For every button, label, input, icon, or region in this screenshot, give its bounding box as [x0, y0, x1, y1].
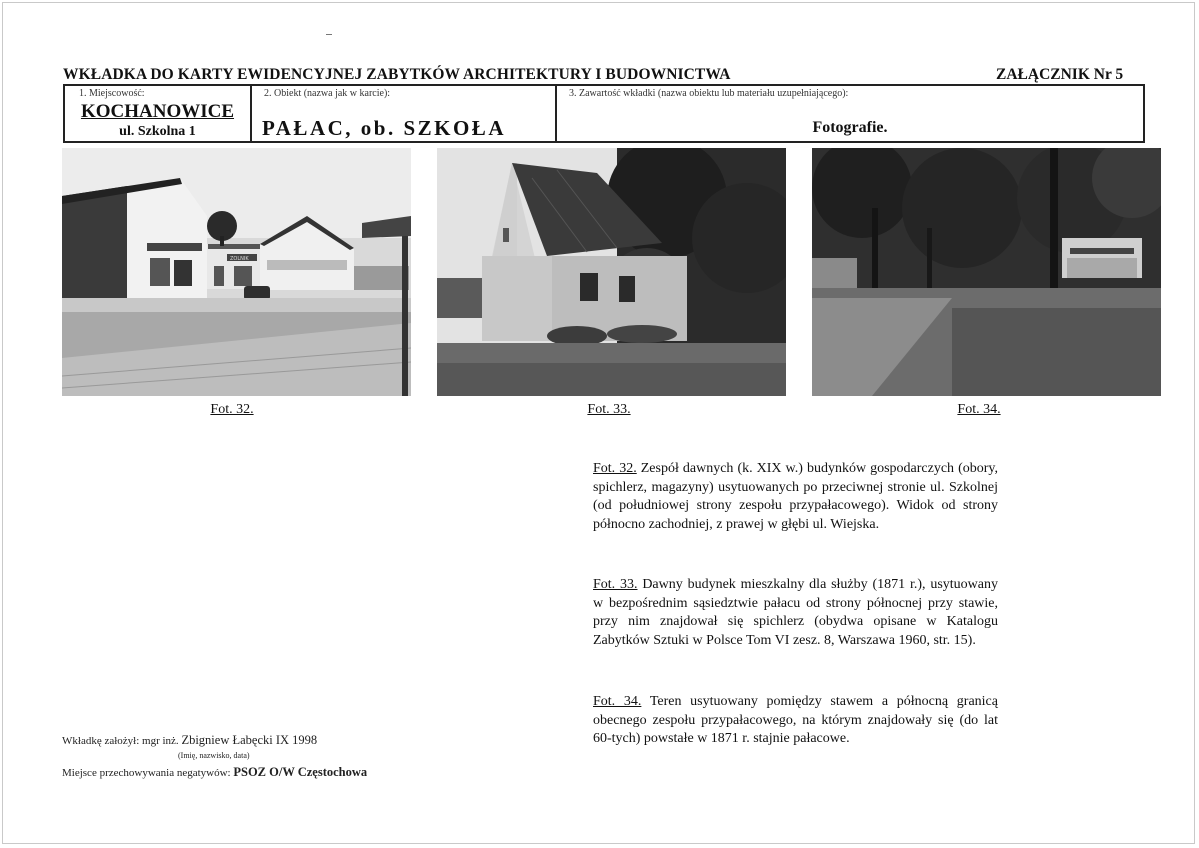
- locality-label: 1. Miejscowość:: [79, 88, 145, 99]
- locality-value: KOCHANOWICE: [80, 101, 235, 122]
- photo-34-image: [812, 148, 1161, 396]
- author-note: (Imię, nazwisko, data): [178, 751, 250, 760]
- photo-32-caption: Fot. 32.: [210, 402, 254, 417]
- description-34-ref: Fot. 34.: [593, 694, 642, 709]
- photo-33-image: [437, 148, 786, 396]
- document-title: WKŁADKA DO KARTY EWIDENCYJNEJ ZABYTKÓW ARCHITEKTURY I BUDOWNICTWA: [63, 66, 731, 83]
- object-value: PAŁAC, ob. SZKOŁA: [262, 116, 506, 140]
- description-33-text: Dawny budynek mieszkalny dla służby (1871 r.), usytuowany w bezpośrednim sąsiedztwie pałacu od strony północnej przy stawie, przy nim znajdował się spichlerz (obydwa opisane w Katalogu Zabytków Sztuki w Polsce Tom VI zesz. 8, Warszawa 1960, str. 15).: [593, 577, 998, 648]
- author-label: Wkładkę założył: mgr inż.: [62, 735, 179, 747]
- object-label: 2. Obiekt (nazwa jak w karcie):: [264, 88, 391, 99]
- description-34: [593, 693, 998, 749]
- photo-34-caption: Fot. 34.: [957, 402, 1001, 417]
- photo-32-image: [62, 148, 411, 396]
- description-33-ref: Fot. 33.: [593, 577, 638, 592]
- footer-storage: [62, 765, 367, 780]
- footer-author: [62, 733, 317, 748]
- content-label: 3. Zawartość wkładki (nazwa obiektu lub materiału uzupełniającego):: [569, 88, 849, 99]
- description-34-text: Teren usytuowany pomiędzy stawem a północną granicą obecnego zespołu przypałacowego, na którym znajdowały się (do lat 60-tych) powstałe w 1871 r. stajnie pałacowe.: [593, 694, 998, 747]
- content-cell: [557, 86, 1143, 141]
- storage-label: Miejsce przechowywania negatywów:: [62, 767, 231, 779]
- street-value: ul. Szkolna 1: [119, 124, 196, 139]
- author-name: Zbigniew Łabęcki IX 1998: [181, 733, 318, 747]
- photo-32: [62, 148, 411, 396]
- photo-32-sign: ZOLNIK: [230, 256, 249, 262]
- description-32-ref: Fot. 32.: [593, 461, 637, 476]
- description-33: [593, 576, 998, 650]
- description-32-text: Zespół dawnych (k. XIX w.) budynków gospodarczych (obory, spichlerz, magazyny) usytuowanych po przeciwnej stronie ul. Szkolnej (od południowej strony zespołu przypałacowego). Widok od strony północno zachodniej, z prawej w głębi ul. Wiejska.: [593, 461, 998, 532]
- storage-value: PSOZ O/W Częstochowa: [233, 765, 368, 779]
- photo-33-caption: Fot. 33.: [587, 402, 631, 417]
- locality-cell: [65, 86, 252, 141]
- photo-33: [437, 148, 786, 396]
- annex-number: ZAŁĄCZNIK Nr 5: [996, 66, 1124, 83]
- description-32: [593, 460, 998, 534]
- object-cell: [252, 86, 557, 141]
- info-table: [63, 84, 1145, 143]
- photo-34: [812, 148, 1161, 396]
- content-value: Fotografie.: [812, 119, 888, 136]
- scan-mark: [326, 34, 332, 35]
